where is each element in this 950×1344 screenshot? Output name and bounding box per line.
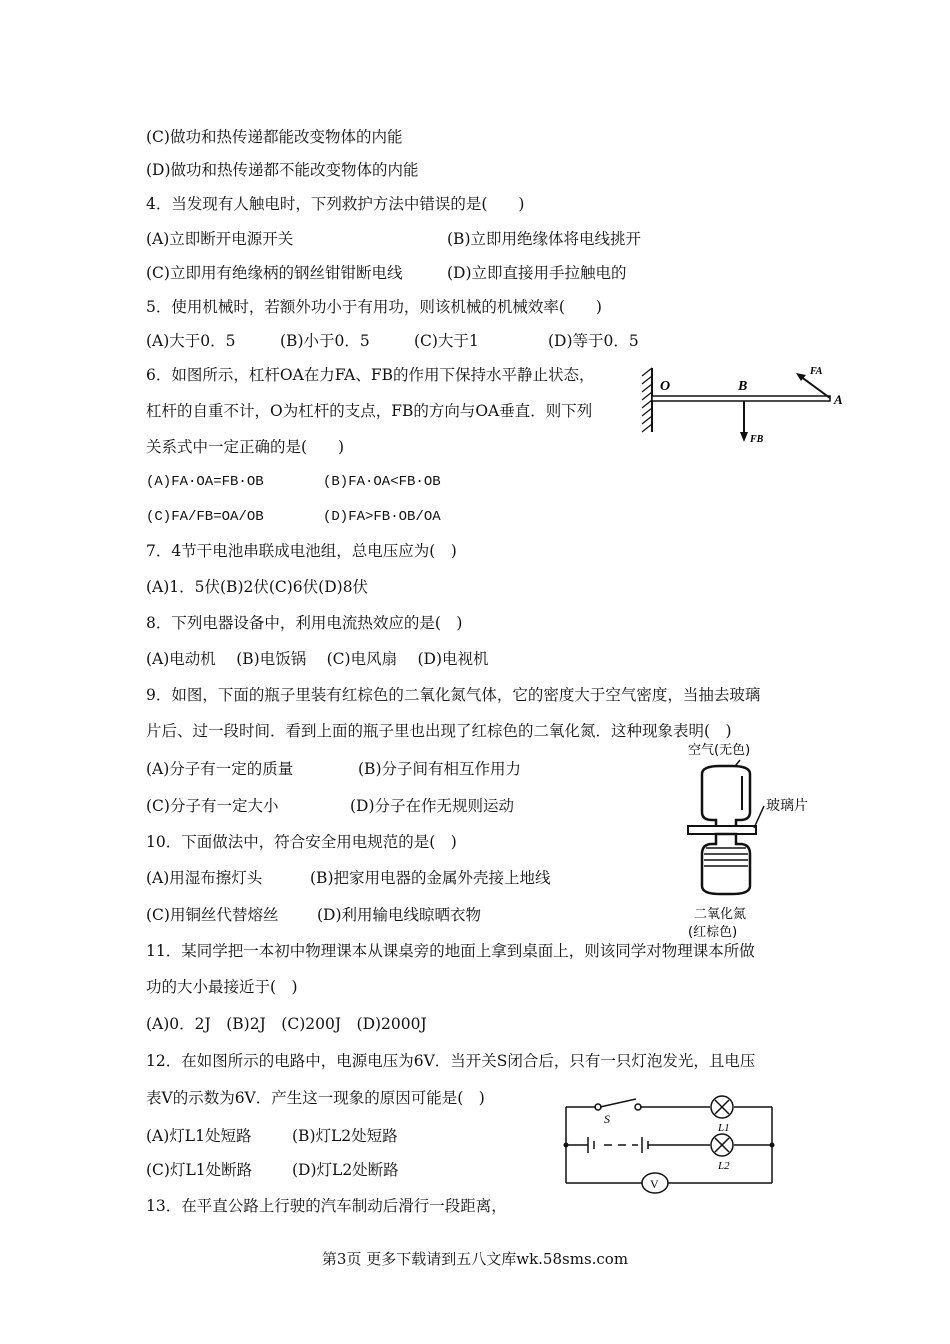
q9-option-a: (A)分子有一定的质量 — [146, 760, 294, 778]
lever-label-b: B — [738, 379, 748, 394]
q7-stem: 7．4节干电池串联成电池组，总电压应为( ) — [146, 542, 457, 560]
lever-label-fa: FA — [810, 366, 823, 377]
q3-option-c: (C)做功和热传递都能改变物体的内能 — [146, 128, 403, 146]
page-footer: 第3页 更多下载请到五八文库wk.58sms.com — [321, 1250, 629, 1268]
q10-option-d: (D)利用输电线晾晒衣物 — [317, 906, 482, 924]
q12-option-a: (A)灯L1处短路 — [146, 1127, 252, 1145]
q12-option-d: (D)灯L2处断路 — [292, 1161, 399, 1179]
q12-option-c: (C)灯L1处断路 — [146, 1161, 253, 1179]
q4-stem: 4．当发现有人触电时，下列救护方法中错误的是( ) — [146, 195, 525, 213]
q10-stem: 10．下面做法中，符合安全用电规范的是( ) — [146, 833, 457, 851]
circuit-figure — [560, 1095, 780, 1205]
q9-option-c: (C)分子有一定大小 — [146, 797, 279, 815]
q12-stem-line2: 表V的示数为6V．产生这一现象的原因可能是( ) — [146, 1089, 485, 1107]
q9-stem-line2: 片后、过一段时间．看到上面的瓶子里也出现了红棕色的二氧化氮．这种现象表明( ) — [146, 722, 732, 740]
lever-label-o: O — [660, 379, 671, 394]
q13-stem: 13．在平直公路上行驶的汽车制动后滑行一段距离， — [146, 1197, 507, 1215]
circuit-label-s: S — [604, 1112, 610, 1126]
q6-option-d: (D)FA>FB·OB/OA — [323, 509, 441, 525]
q11-stem-line1: 11．某同学把一本初中物理课本从课桌旁的地面上拿到桌面上，则该同学对物理课本所做 — [146, 942, 755, 960]
bottles-figure — [680, 740, 840, 940]
bottle-label-no2: 二氧化氮 — [694, 907, 747, 922]
lever-label-fb: FB — [750, 434, 764, 445]
q10-option-c: (C)用铜丝代替熔丝 — [146, 906, 279, 924]
bottle-label-glass: 玻璃片 — [766, 798, 808, 814]
q12-option-b: (B)灯L2处短路 — [292, 1127, 398, 1145]
q5-option-a: (A)大于0．5 — [146, 332, 236, 350]
circuit-label-l1: L1 — [718, 1122, 730, 1134]
lever-figure — [640, 360, 860, 456]
q9-stem-line1: 9．如图，下面的瓶子里装有红棕色的二氧化氮气体，它的密度大于空气密度，当抽去玻璃 — [146, 686, 761, 704]
q6-option-c: (C)FA/FB=OA/OB — [146, 509, 264, 525]
q9-option-b: (B)分子间有相互作用力 — [358, 760, 521, 778]
q4-option-a: (A)立即断开电源开关 — [146, 230, 294, 248]
q6-stem-line2: 杠杆的自重不计，O为杠杆的支点，FB的方向与OA垂直．则下列 — [146, 402, 593, 420]
q5-stem: 5．使用机械时，若额外功小于有用功，则该机械的机械效率( ) — [146, 298, 602, 316]
q4-option-d: (D)立即直接用手拉触电的 — [447, 264, 627, 282]
q9-option-d: (D)分子在作无规则运动 — [350, 797, 515, 815]
q7-options: (A)1．5伏(B)2伏(C)6伏(D)8伏 — [146, 578, 369, 596]
q8-stem: 8．下列电器设备中，利用电流热效应的是( ) — [146, 614, 463, 632]
q4-option-c: (C)立即用有绝缘柄的钢丝钳钳断电线 — [146, 264, 403, 282]
q11-options: (A)0．2J (B)2J (C)200J (D)2000J — [146, 1015, 427, 1033]
q4-option-b: (B)立即用绝缘体将电线挑开 — [447, 230, 641, 248]
circuit-label-l2: L2 — [718, 1160, 730, 1172]
q10-option-a: (A)用湿布擦灯头 — [146, 869, 263, 887]
q11-stem-line2: 功的大小最接近于( ) — [146, 978, 298, 996]
q12-stem-line1: 12．在如图所示的电路中，电源电压为6V．当开关S闭合后，只有一只灯泡发光，且电压 — [146, 1052, 756, 1070]
bottle-label-air: 空气(无色) — [688, 743, 751, 758]
bottle-label-color: (红棕色) — [688, 925, 738, 940]
q5-option-c: (C)大于1 — [414, 332, 479, 350]
q10-option-b: (B)把家用电器的金属外壳接上地线 — [310, 869, 551, 887]
q6-stem-line3: 关系式中一定正确的是( ) — [146, 438, 345, 456]
circuit-label-v: V — [650, 1177, 659, 1191]
q8-options: (A)电动机 (B)电饭锅 (C)电风扇 (D)电视机 — [146, 650, 489, 668]
q3-option-d: (D)做功和热传递都不能改变物体的内能 — [146, 161, 419, 179]
q5-option-d: (D)等于0．5 — [548, 332, 639, 350]
lever-label-a: A — [834, 392, 843, 407]
q6-stem-line1: 6．如图所示，杠杆OA在力FA、FB的作用下保持水平静止状态， — [146, 366, 595, 384]
q6-option-b: (B)FA·OA<FB·OB — [323, 474, 441, 490]
q6-option-a: (A)FA·OA=FB·OB — [146, 474, 264, 490]
q5-option-b: (B)小于0．5 — [280, 332, 370, 350]
